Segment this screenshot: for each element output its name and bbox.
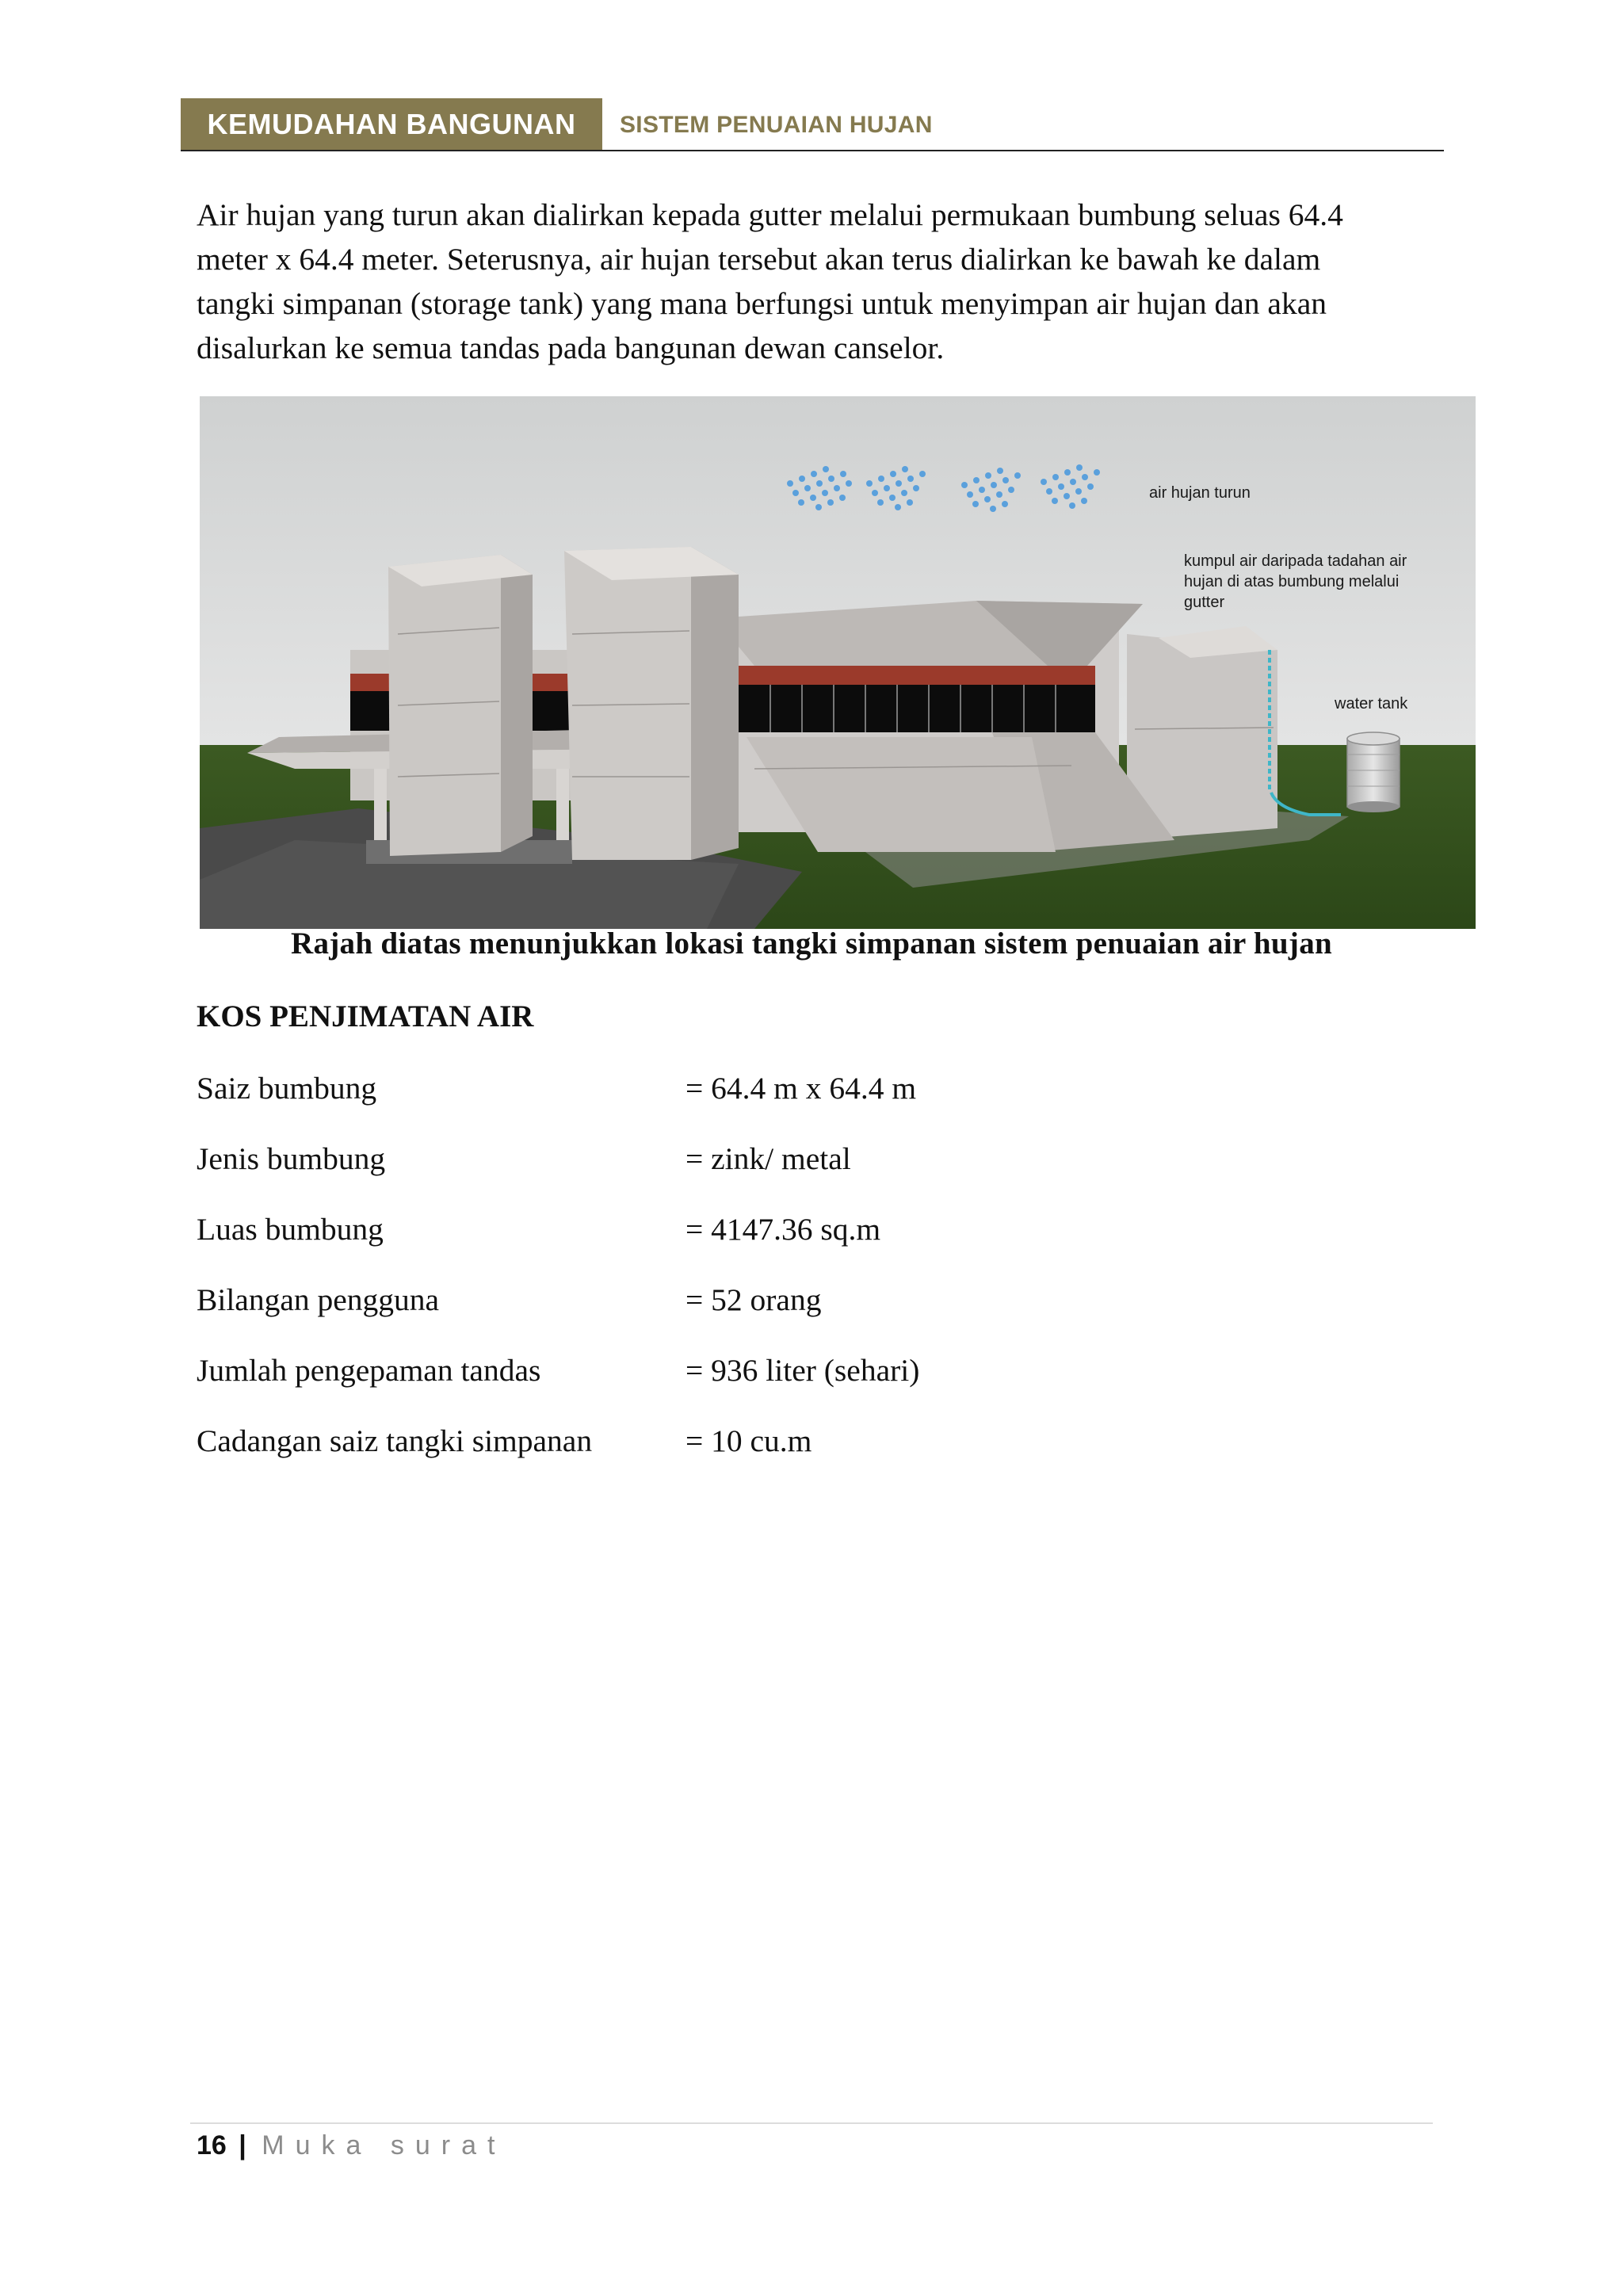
tank-label: water tank [1335,695,1408,712]
cost-row-label: Bilangan pengguna [197,1282,440,1317]
rain-label: air hujan turun [1149,484,1251,502]
section-heading: KOS PENJIMATAN AIR [197,999,534,1033]
building-render-image [200,396,1476,929]
figure-caption: Rajah diatas menunjukkan lokasi tangki simpanan sistem penuaian air hujan [291,926,1332,961]
cost-row-label: Jenis bumbung [197,1141,386,1176]
cost-row-label: Luas bumbung [197,1212,384,1247]
cost-row-label: Cadangan saiz tangki simpanan [197,1423,593,1458]
page-number: 16 [197,2130,227,2160]
gutter-label-line-3: gutter [1184,594,1225,611]
intro-paragraph [197,193,1449,370]
intro-line: tangki simpanan (storage tank) yang mana berfungsi untuk menyimpan air hujan dan akan [197,286,1327,321]
cost-row-label: Saiz bumbung [197,1071,377,1106]
header-band-title: KEMUDAHAN BANGUNAN [181,98,602,151]
building-render-figure [200,396,1476,929]
header-divider [181,150,1444,151]
cost-row-value: = 10 cu.m [685,1423,812,1458]
intro-line: meter x 64.4 meter. Seterusnya, air hujan tersebut akan terus dialirkan ke bawah ke dalam [197,242,1321,277]
gutter-label-line-2: hujan di atas bumbung melalui [1184,573,1400,590]
footer-separator: | [239,2130,246,2160]
page-footer [197,2130,506,2161]
cost-row-value: = 52 orang [685,1282,822,1317]
cost-row-value: = zink/ metal [685,1141,851,1176]
intro-line: disalurkan ke semua tandas pada bangunan dewan canselor. [197,330,945,365]
intro-line: Air hujan yang turun akan dialirkan kepada gutter melalui permukaan bumbung seluas 64.4 [197,197,1343,232]
cost-row-value: = 936 liter (sehari) [685,1353,920,1388]
cost-row-value: = 64.4 m x 64.4 m [685,1071,917,1106]
cost-row-label: Jumlah pengepaman tandas [197,1353,541,1388]
cost-row-value: = 4147.36 sq.m [685,1212,881,1247]
page-word: Muka surat [262,2130,506,2160]
footer-divider [190,2122,1433,2124]
header-subtitle: SISTEM PENUAIAN HUJAN [620,112,933,138]
gutter-label-line-1: kumpul air daripada tadahan air [1184,552,1407,570]
